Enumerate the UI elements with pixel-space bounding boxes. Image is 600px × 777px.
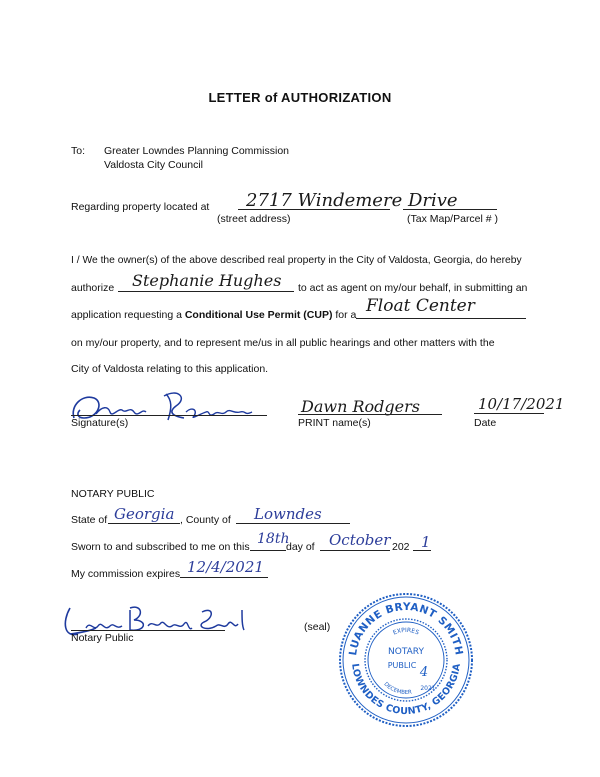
date-caption: Date	[474, 417, 497, 429]
authorize-label: authorize	[71, 282, 115, 294]
state-line	[108, 523, 180, 524]
year-line	[413, 550, 431, 551]
notary-heading: NOTARY PUBLIC	[71, 488, 155, 500]
for-a-label: for a	[335, 309, 357, 321]
county-label: , County of	[180, 514, 231, 526]
state-value: Georgia	[114, 505, 175, 523]
commission-line	[180, 577, 268, 578]
purpose-line	[356, 318, 526, 319]
seal-notary: NOTARY	[388, 647, 424, 657]
representation-statement: on my/our property, and to represent me/us in all public hearings and other matters with the	[71, 337, 495, 349]
application-prefix: application requesting a	[71, 309, 182, 321]
day-of-label: day of	[286, 541, 315, 553]
commission-label: My commission expires	[71, 568, 181, 580]
parcel-line	[403, 209, 497, 210]
print-name-line	[298, 414, 442, 415]
street-address-value: 2717 Windemere Drive	[246, 190, 458, 211]
year-digit: 1	[421, 533, 431, 551]
street-address-line	[238, 209, 390, 210]
print-name-caption: PRINT name(s)	[298, 417, 371, 429]
date-line	[474, 413, 544, 414]
county-value: Lowndes	[254, 505, 322, 523]
street-address-caption: (street address)	[217, 213, 291, 225]
owner-statement: I / We the owner(s) of the above described real property in the City of Valdosta, Georgia, do hereby	[71, 255, 522, 266]
regarding-label: Regarding property located at	[71, 201, 210, 213]
parcel-caption: (Tax Map/Parcel # )	[407, 213, 499, 225]
notary-caption: Notary Public	[71, 632, 134, 644]
commission-date-value: 12/4/2021	[187, 558, 264, 576]
seal-expires: EXPIRES	[391, 626, 421, 637]
document-title: LETTER of AUTHORIZATION	[208, 90, 392, 105]
seal-day: 4	[419, 665, 429, 680]
svg-text:DECEMBER	[382, 681, 412, 696]
to-label: To:	[71, 145, 86, 157]
agent-name-line	[118, 291, 294, 292]
purpose-value: Float Center	[366, 296, 475, 316]
signed-date: 10/17/2021	[478, 395, 565, 413]
month-value: October	[329, 531, 391, 549]
svg-text:EXPIRES	[392, 627, 420, 637]
seal-name: LUANNE BRYANT SMITH	[347, 600, 465, 657]
agent-statement: to act as agent on my/our behalf, in submitting an	[298, 282, 528, 294]
signature-line	[71, 415, 267, 416]
agent-name-value: Stephanie Hughes	[132, 271, 282, 290]
recipient-line-1: Greater Lowndes Planning Commission	[104, 145, 290, 157]
signature-caption: Signature(s)	[71, 417, 129, 429]
year-prefix: 202	[392, 541, 410, 553]
day-line	[250, 550, 286, 551]
state-label: State of	[71, 514, 108, 526]
notary-signature-line	[71, 630, 225, 631]
seal-year: 2021	[420, 685, 436, 692]
sworn-label: Sworn to and subscribed to me on this	[71, 541, 250, 553]
county-line	[236, 523, 350, 524]
month-line	[320, 550, 390, 551]
application-line	[71, 309, 356, 321]
seal-county: LOWNDES COUNTY, GEORGIA	[349, 662, 463, 718]
seal-label: (seal)	[304, 621, 331, 633]
relating-statement: City of Valdosta relating to this application.	[71, 363, 269, 375]
day-value: 18th	[257, 531, 290, 547]
recipient-line-2: Valdosta City Council	[104, 159, 204, 171]
notary-seal	[338, 592, 474, 728]
seal-public: PUBLIC	[387, 661, 417, 670]
cup-label: Conditional Use Permit (CUP)	[184, 309, 333, 321]
owner-printed-name: Dawn Rodgers	[301, 397, 420, 416]
seal-month: DECEMBER	[382, 681, 413, 697]
